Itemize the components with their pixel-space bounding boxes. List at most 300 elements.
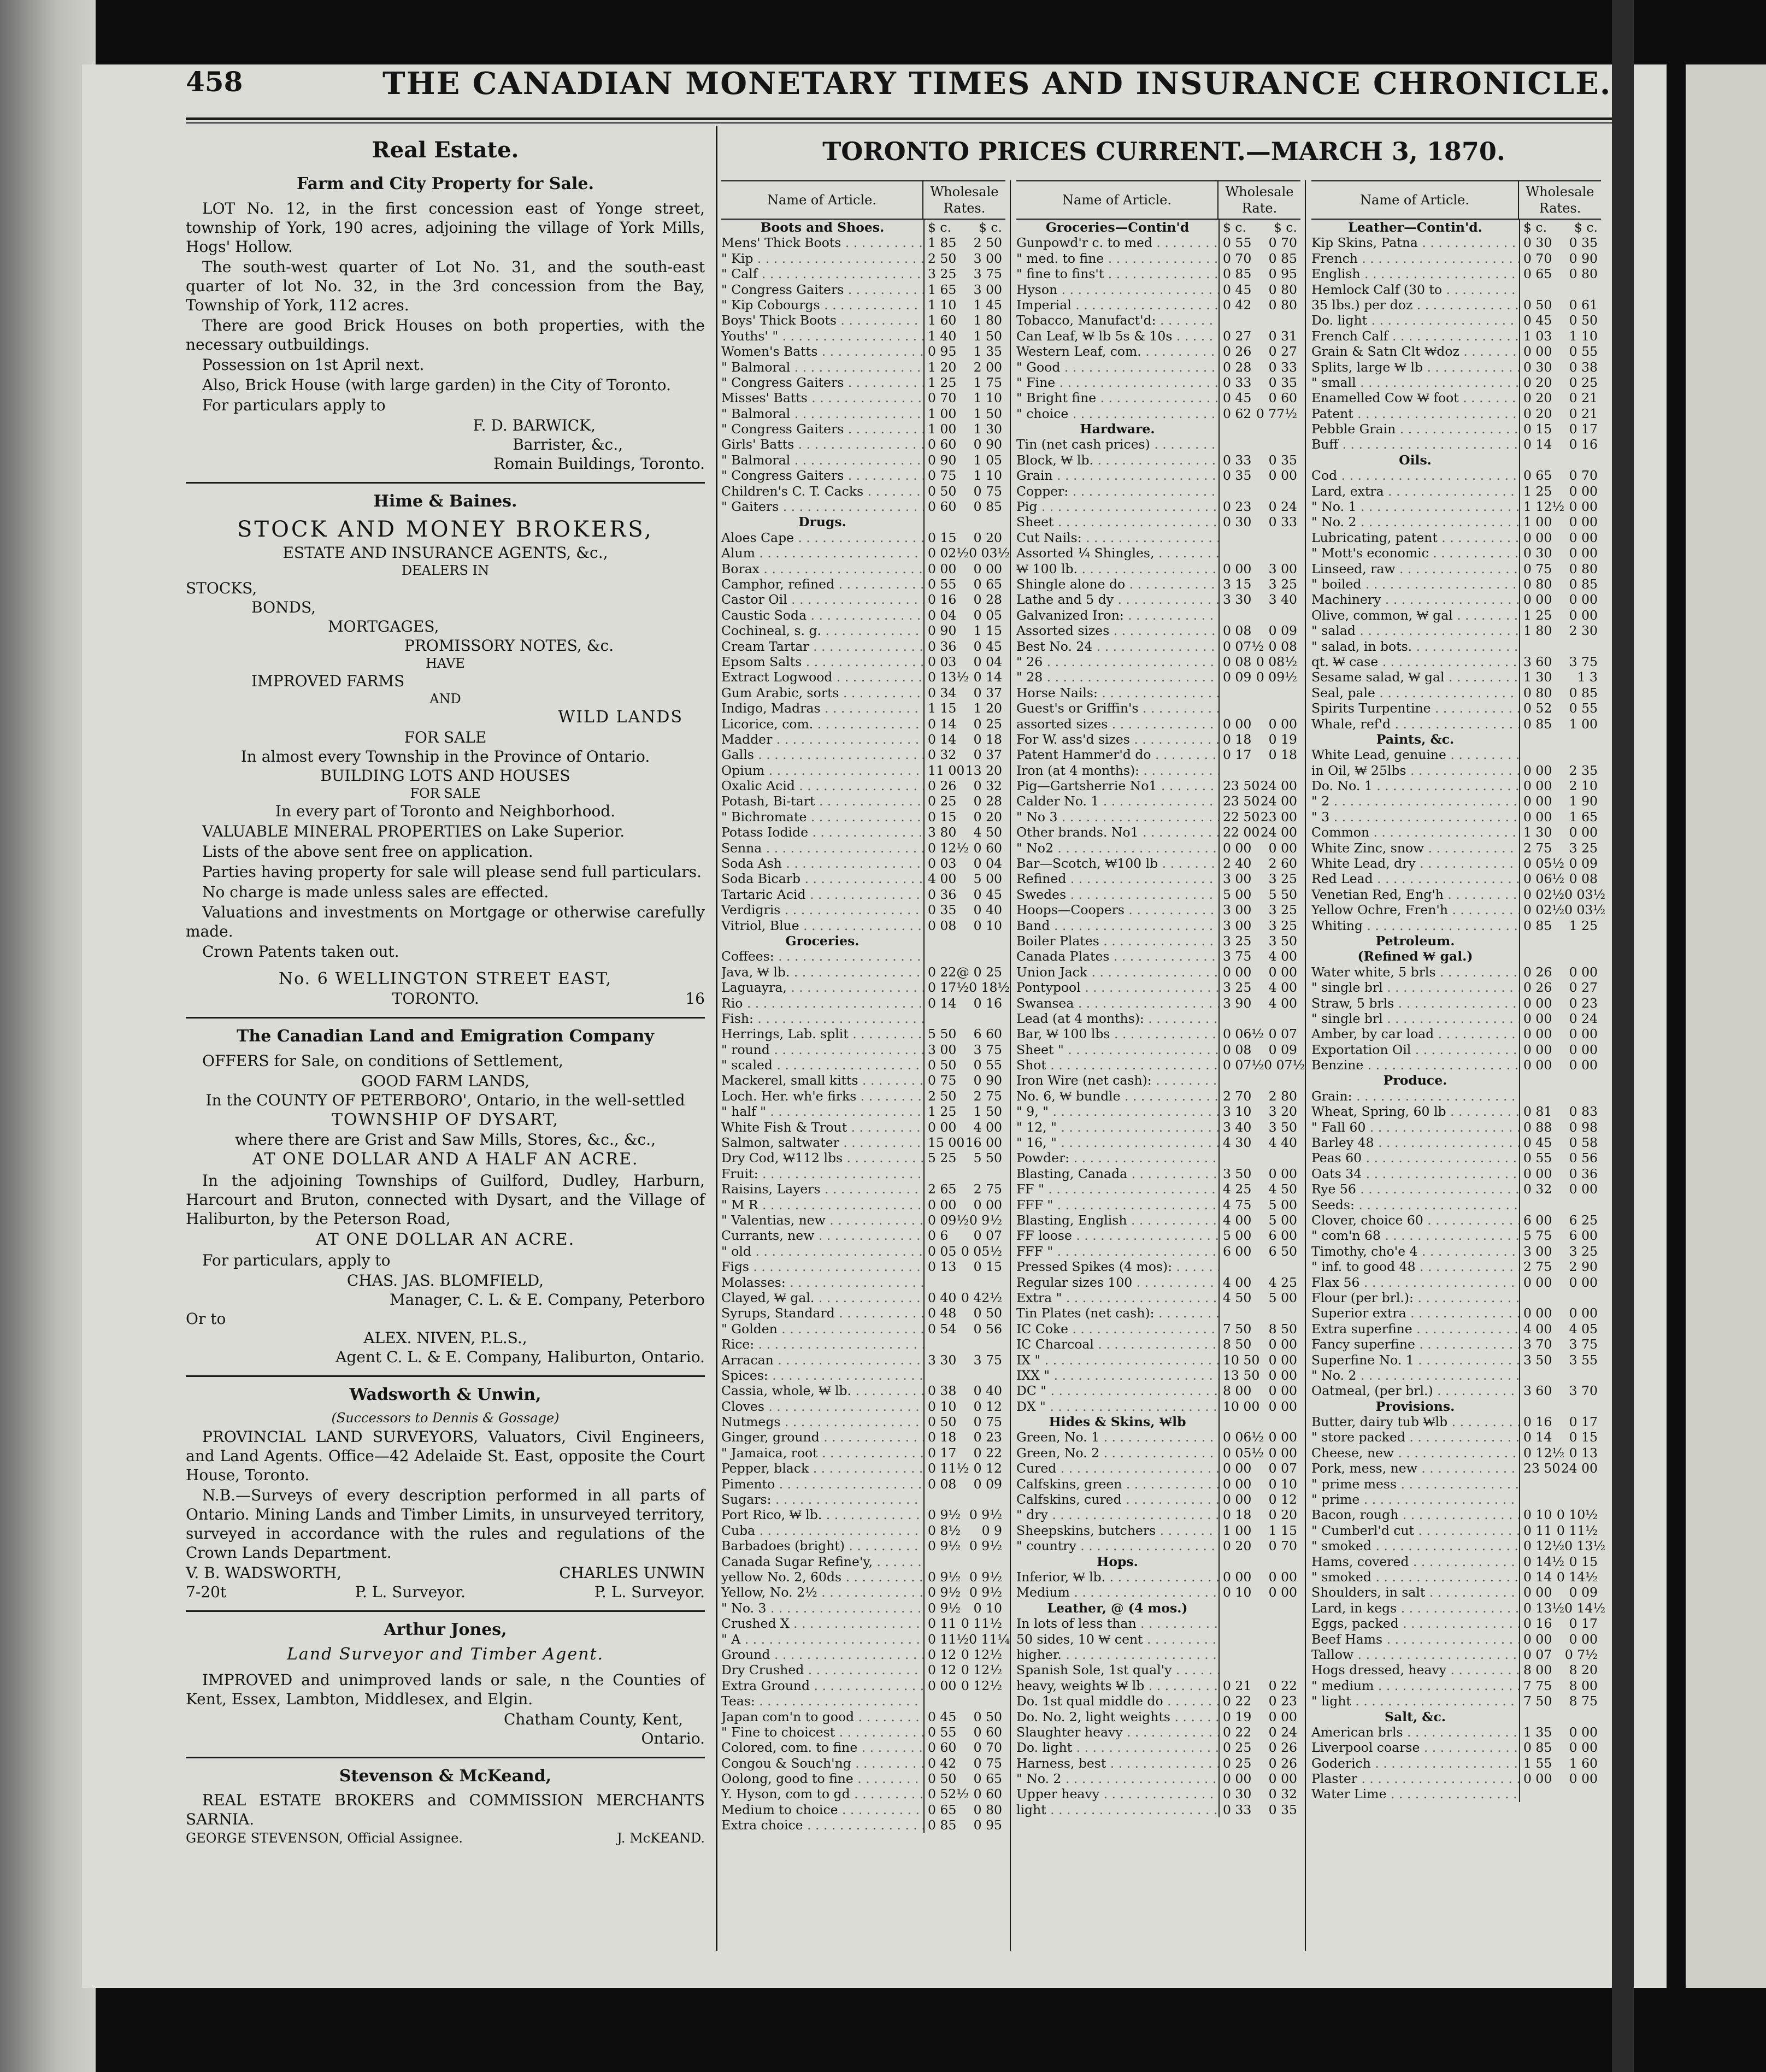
rate-cell [1519,1383,1601,1398]
rate-cell [923,1073,1005,1088]
rate-high: 24 00 [1260,825,1297,840]
rate-high: 0 32 [973,778,1002,794]
article-name: " Bichromate . . . [721,809,923,825]
article-name: Barley 48 . . . [1311,1135,1519,1150]
article-name: Timothy, cho'e 4 . . . [1311,1244,1519,1259]
article-name: " salad, in bots. . . . [1311,639,1519,654]
rate-cell [923,406,1005,421]
rate-cell [1519,1150,1601,1166]
rate-cell [923,716,1005,732]
article-name: " Kip . . . [721,251,923,266]
rate-high: 1 35 [973,344,1002,360]
price-row [1311,484,1601,499]
article-name: Indigo, Madras . . . [721,701,923,716]
rate-low: 0 26 [1523,964,1552,980]
rate-cell [1519,1523,1601,1538]
category-heading [1311,732,1601,747]
rate-high: 0 75 [973,483,1002,499]
price-row [1016,1275,1300,1290]
hime-ad-address: No. 6 WELLINGTON STREET EAST, [278,969,613,988]
rate-high: $ c. [1273,220,1297,235]
rate-high: 0 07 [1268,1461,1297,1476]
rate-high: 0 00 [1569,1740,1598,1756]
rate-high: 0 60 [973,1724,1002,1740]
rate-cell [1519,1740,1601,1755]
price-row [721,1756,1005,1771]
rate-low: 0 50 [928,1414,957,1430]
article-name: Oats 34 . . . [1311,1166,1519,1181]
article-name: Machinery . . . [1311,592,1519,607]
price-row [1016,1244,1300,1259]
rate-high: 2 30 [1569,623,1598,639]
price-row [1311,1507,1601,1522]
rate-cell [1218,1709,1300,1724]
canadian-land-ad-text: ALEX. NIVEN, P.L.S., [363,1329,527,1347]
price-row [721,1786,1005,1802]
column-header-name: Name of Article. [1360,192,1469,208]
article-name: Shot . . . [1016,1057,1218,1073]
rate-cell [923,1197,1005,1212]
article-name: Calfskins, cured . . . [1016,1492,1218,1507]
article-name: " Mott's economic . . . [1311,545,1519,561]
price-row [721,623,1005,638]
hime-ad-text: PROMISSORY NOTES, &c. [404,637,614,655]
wadsworth-title: P. L. Surveyor. [355,1582,466,1601]
article-name: IXX " . . . [1016,1368,1218,1383]
rate-cell [1218,949,1300,964]
article-name: " 2 . . . [1311,793,1519,809]
rate-high: 0 03½ [1564,902,1606,918]
rate-high: 8 75 [1569,1693,1598,1709]
rate-high: 0 56 [973,1321,1002,1337]
article-name: Other brands. No1 . . . [1016,825,1218,840]
rate-high: 23 00 [1260,809,1297,825]
rate-low: 2 75 [1523,840,1552,856]
article-name: No. 6, ₩ bundle . . . [1016,1088,1218,1104]
rate-high: 0 23 [1268,1693,1297,1709]
article-name: " medium . . . [1311,1678,1519,1693]
rate-cell [1218,1212,1300,1228]
rate-low: 0 26 [1223,344,1252,360]
rate-low: 2 40 [1223,856,1252,872]
article-name: yellow No. 2, 60ds . . . [721,1569,923,1585]
rate-high: 0 03½ [969,545,1010,561]
rate-low: 0 50 [928,1771,957,1787]
price-row [1311,654,1601,669]
rate-high: 0 9 [981,1522,1002,1538]
rate-cell [1519,1507,1601,1522]
rate-low: 3 00 [1223,902,1252,918]
article-name: light . . . [1016,1802,1218,1817]
article-name: Loch. Her. wh'e firks . . . [721,1088,923,1104]
article-name: Canada Plates . . . [1016,949,1218,964]
price-row [1311,561,1601,576]
rate-high: 0 9½ [969,1212,1002,1228]
rate-high: 0 00 [1569,1041,1598,1057]
rate-cell [1218,1802,1300,1817]
rate-low: 1 60 [928,313,957,328]
rate-low: 0 00 [1223,1476,1252,1492]
rate-cell [1519,1445,1601,1461]
article-name: Blasting, Canada . . . [1016,1166,1218,1181]
article-name: Linseed, raw . . . [1311,561,1519,576]
article-name: Block, ₩ lb. . . . [1016,452,1218,468]
price-row [721,716,1005,732]
article-name: Clayed, ₩ gal. . . . [721,1290,923,1305]
article-name: Calfskins, green . . . [1016,1476,1218,1492]
article-name: " salad . . . [1311,623,1519,638]
rate-cell [1218,297,1300,313]
rate-low: 0 14 [1523,1569,1552,1585]
price-row [1311,685,1601,701]
rate-cell [1218,1492,1300,1507]
rate-cell [1218,421,1300,437]
rate-high: 3 25 [1569,840,1598,856]
rate-low: 0 52½ [928,1786,969,1802]
rate-cell [1519,949,1601,964]
price-row [1311,1120,1601,1135]
price-row [721,701,1005,716]
article-name: Nutmegs . . . [721,1414,923,1429]
article-name: " No. 2 . . . [1311,1368,1519,1383]
price-row [1311,840,1601,856]
rate-high: 6 50 [1268,1243,1297,1259]
rate-high: 0 40 [973,902,1002,918]
article-name: Pontypool . . . [1016,980,1218,995]
rate-low: 0 9½ [928,1538,961,1554]
price-row [1311,856,1601,871]
rate-high: 0 77½ [1256,405,1297,421]
rate-cell [1519,1724,1601,1740]
rate-low: 0 32 [1523,1181,1552,1197]
subcategory-label [1016,530,1300,545]
rate-high: 1 90 [1569,793,1598,809]
rate-high: 0 83 [1569,1104,1598,1120]
rate-high: 4 50 [1268,1181,1297,1197]
rate-low: 1 65 [928,281,957,297]
rate-high: 0 95 [973,1817,1002,1833]
hime-ad-text: AND [429,691,461,707]
article-name: " Fine to choicest . . . [721,1724,923,1740]
rate-low: 0 9½ [928,1569,961,1585]
rate-low: 15 00 [928,1135,965,1151]
rate-cell [923,763,1005,778]
article-name: Swedes . . . [1016,887,1218,902]
price-row [721,1771,1005,1786]
rate-high: 4 00 [1268,980,1297,996]
article-name: Lead (at 4 months): . . . [1016,1011,1218,1026]
rate-high: 0 07½ [1264,1057,1305,1073]
article-name: (Refined ₩ gal.) [1357,949,1473,964]
rate-cell [1519,1120,1601,1135]
article-name: Buff . . . [1311,437,1519,452]
price-row [1311,437,1601,452]
rate-cell [923,1120,1005,1135]
price-row [1016,1802,1300,1817]
article-name: Wheat, Spring, 60 lb . . . [1311,1104,1519,1119]
rate-high: 4 00 [973,1119,1002,1135]
rate-cell [1519,1088,1601,1104]
rate-cell [1218,437,1300,452]
article-name: Lathe and 5 dy . . . [1016,592,1218,607]
rate-low: 0 00 [1223,964,1252,980]
rate-cell [923,840,1005,856]
price-row [1016,1088,1300,1104]
category-heading [1016,220,1300,235]
price-row [1016,669,1300,685]
price-row [1016,1476,1300,1492]
rate-cell [1218,235,1300,250]
rate-cell [923,1166,1005,1181]
rate-high: 0 16 [1569,437,1598,452]
rate-cell [923,669,1005,685]
article-name: higher. . . . [1016,1647,1218,1662]
price-row [1311,297,1601,313]
rate-low: 0 20 [1523,374,1552,390]
rate-high: 0 70 [1569,468,1598,484]
article-name: Bar, ₩ 100 lbs . . . [1016,1026,1218,1041]
rate-cell [923,871,1005,886]
rate-cell [1218,530,1300,545]
price-row [1016,1337,1300,1352]
price-row [1311,1181,1601,1197]
hime-ad-text: In almost every Township in the Province of Ontario. [240,747,650,766]
article-name: Iron Wire (net cash): . . . [1016,1073,1218,1088]
rate-low: 1 25 [928,374,957,390]
article-name: " Bright fine . . . [1016,390,1218,405]
rate-low: 0 85 [1523,716,1552,732]
article-name: " prime mess . . . [1311,1476,1519,1492]
price-row [1311,716,1601,732]
category-heading [1311,949,1601,964]
price-row [721,1399,1005,1414]
price-row [1311,1492,1601,1507]
rate-cell [1218,360,1300,375]
rate-high: 0 38 [1569,359,1598,375]
article-name: Iron (at 4 months): . . . [1016,763,1218,778]
rate-high: 0 17 [1569,1616,1598,1632]
price-row [1016,282,1300,297]
price-row [1311,1616,1601,1631]
rate-low: 0 45 [928,1709,957,1724]
article-name: " 9, " . . . [1016,1104,1218,1119]
rate-cell [923,421,1005,437]
rate-cell [1218,266,1300,281]
article-name: Paints, &c. [1376,731,1455,747]
rate-high: 0 21 [1569,405,1598,421]
rate-cell [923,887,1005,902]
article-name: heavy, weights ₩ lb . . . [1016,1678,1218,1693]
article-name: Pig—Gartsherrie No1 . . . [1016,778,1218,793]
rate-cell [1519,639,1601,654]
rate-high: 0 90 [973,437,1002,452]
rate-cell [1218,1523,1300,1538]
article-name: White Lead, genuine . . . [1311,747,1519,762]
hime-ad-text: No charge is made unless sales are effected. [202,882,549,901]
rate-cell [1519,297,1601,313]
rate-cell [1519,1073,1601,1088]
price-row [721,887,1005,902]
price-row [721,1352,1005,1368]
price-row [1311,344,1601,359]
rate-low: 0 13½ [928,669,969,685]
rate-cell [923,623,1005,638]
rate-cell [1218,1569,1300,1585]
price-row [721,654,1005,669]
price-rows [1311,220,1606,1802]
rate-high: 0 35 [1268,452,1297,468]
article-name: Hardware. [1080,421,1155,437]
rate-low: 1 80 [1523,623,1552,639]
rate-cell [1218,763,1300,778]
rate-low: 0 00 [1223,716,1252,732]
price-row [1016,1429,1300,1445]
rate-high: 0 42½ [961,1290,1002,1305]
price-row [1311,282,1601,297]
article-name: Seal, pale . . . [1311,685,1519,701]
rate-cell [1519,980,1601,995]
price-row [721,390,1005,405]
article-name: Boiler Plates . . . [1016,933,1218,949]
prices-column-1 [721,180,1010,1945]
price-row [1016,1693,1300,1709]
rate-cell [1519,1368,1601,1383]
article-name: " com'n 68 . . . [1311,1228,1519,1243]
rate-cell [923,1181,1005,1197]
rate-high: 0 55 [973,1057,1002,1073]
price-row [721,561,1005,576]
article-name: In lots of less than . . . [1016,1616,1218,1631]
rate-high: 0 12½ [961,1646,1002,1662]
rate-cell [1218,840,1300,856]
price-row [721,1290,1005,1305]
rate-high: 0 12 [1268,1492,1297,1508]
price-row [721,1042,1005,1057]
price-row [1311,1538,1606,1554]
rate-low: 1 55 [1523,1755,1552,1771]
rate-low: 0 00 [1523,1041,1552,1057]
article-name: IC Charcoal . . . [1016,1337,1218,1352]
rate-cell [1218,1429,1300,1445]
price-row [1311,1042,1601,1057]
price-row [1016,1662,1300,1677]
rate-low: 3 60 [1523,1383,1552,1399]
rate-cell [923,1321,1005,1337]
price-row [1311,1461,1601,1476]
rate-low: 0 14 [928,716,957,732]
article-name: Sheepskins, butchers . . . [1016,1523,1218,1538]
rate-low: 4 75 [1223,1197,1252,1212]
rate-high: 3 75 [973,266,1002,282]
rate-cell [1218,220,1300,235]
rate-cell [1519,313,1601,328]
rate-high: 0 15 [1569,1429,1598,1445]
price-row [1016,1042,1300,1057]
price-row [721,452,1005,468]
article-name: Mackerel, small kitts . . . [721,1073,923,1088]
article-name: Spices: . . . [721,1368,923,1383]
article-name: Grain: . . . [1311,1088,1519,1104]
price-row [1311,468,1601,483]
rate-high: 0 11¼ [969,1631,1010,1647]
article-name: Powder: . . . [1016,1150,1218,1166]
article-name: Tartaric Acid . . . [721,887,923,902]
hime-ad-text: ESTATE AND INSURANCE AGENTS, &c., [282,544,608,562]
article-name: " Congress Gaiters . . . [721,282,923,297]
rate-high: 5 00 [1268,1212,1297,1228]
rate-high: 6 25 [1569,1212,1598,1228]
price-row [721,1212,1005,1228]
rate-low: 0 25 [1223,1740,1252,1756]
article-name: " round . . . [721,1042,923,1057]
rate-low: 0 50 [928,1057,957,1073]
price-row [1016,1616,1300,1631]
article-name: " single brl . . . [1311,980,1519,995]
rate-low: 3 00 [1523,1243,1552,1259]
rate-low: 0 07½ [1223,638,1264,654]
rate-high: 0 12½ [961,1662,1002,1678]
article-name: Galvanized Iron: . . . [1016,608,1218,623]
article-name: in Oil, ₩ 25lbs . . . [1311,763,1519,778]
rate-low: 0 10 [1523,1507,1552,1523]
rate-high: 0 04 [973,654,1002,669]
rate-low: 0 10 [1223,1585,1252,1600]
article-name: Blasting, English . . . [1016,1212,1218,1228]
canadian-land-ad-text: AT ONE DOLLAR AND A HALF AN ACRE. [252,1150,639,1169]
subcategory-label [721,1337,1005,1352]
price-row [1016,1104,1300,1119]
subcategory-label [1311,1197,1601,1212]
rate-high: 0 00 [1268,840,1297,856]
rate-high: 0 00 [1569,1771,1598,1787]
price-row [1016,266,1300,281]
rate-high: 0 60 [1268,390,1297,406]
price-row [1016,1135,1300,1150]
canadian-land-ad-text: In the adjoining Townships of Guilford, Dudley, Harburn, Harcourt and Bruton, connected with Dysart, and the Village of Haliburton, by the Peterson Road, [186,1171,705,1228]
rate-high: $ c. [1574,220,1598,235]
article-name: Cheese, new . . . [1311,1445,1519,1461]
canadian-land-ad-text: where there are Grist and Saw Mills, Stores, &c., &c., [234,1131,656,1149]
price-row [1016,1321,1300,1337]
rate-low: 0 22@ [928,964,969,980]
rate-low: 1 20 [928,359,957,375]
rate-high: 0 00 [1569,1181,1598,1197]
rate-cell [923,1647,1005,1662]
stevenson-ad [186,1766,705,1847]
rate-high: 0 00 [1268,1445,1297,1461]
rate-cell [923,1662,1005,1677]
rate-cell [1519,1771,1601,1786]
rate-low: 0 30 [1523,235,1552,251]
article-name: Caustic Soda . . . [721,608,923,623]
rate-cell [1519,360,1601,375]
article-name: Drugs. [798,514,846,530]
rate-high: 0 14 [973,669,1002,685]
article-name: Oolong, good to fine . . . [721,1771,923,1786]
rate-cell [923,856,1005,871]
rate-high: 1 20 [973,701,1002,716]
rate-cell [1218,1399,1300,1414]
rate-high: 0 24 [1569,1010,1598,1026]
rate-cell [923,1305,1005,1321]
rate-high: 8 50 [1268,1321,1297,1337]
rate-high: 4 25 [1268,1274,1297,1290]
rate-high: 6 00 [1268,1228,1297,1244]
article-name: Ginger, ground . . . [721,1429,923,1445]
price-row [1311,1166,1601,1181]
rate-low: 0 00 [1523,1631,1552,1647]
rate-high: 0 25 [1569,374,1598,390]
